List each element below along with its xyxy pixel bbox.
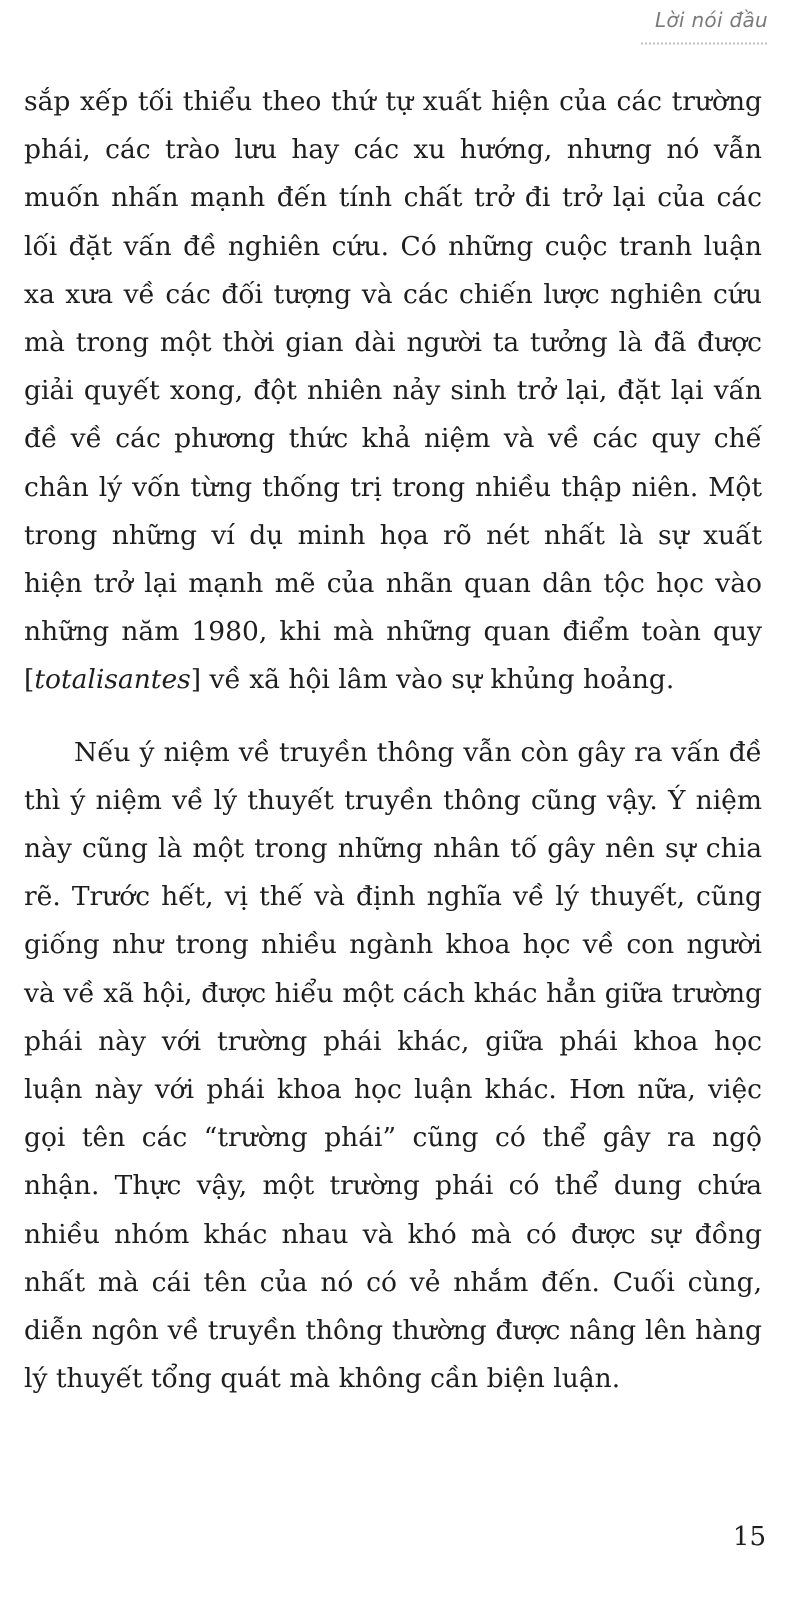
page-number: 15	[732, 1522, 766, 1552]
paragraph-1-text-after: ] về xã hội lâm vào sự khủng hoảng.	[190, 664, 675, 696]
running-head-dotted-rule	[640, 42, 768, 45]
paragraph-1-text-before: sắp xếp tối thiểu theo thứ tự xuất hiện của các trường phái, các trào lưu hay các xu hướng, nhưng nó vẫn muốn nhấn mạnh đến tính chất trở đi trở lại của các lối đặt vấn đề nghiên cứu. Có những cuộc tranh luận xa xưa về các đối tượng và các chiến lược nghiên cứu mà trong một thời gian dài người ta tưởng là đã được giải quyết xong, đột nhiên nảy sinh trở lại, đặt lại vấn đề về các phương thức khả niệm và về các quy chế chân lý vốn từng thống trị trong nhiều thập niên. Một trong những ví dụ minh họa rõ nét nhất là sự xuất hiện trở lại mạnh mẽ của nhãn quan dân tộc học vào những năm 1980, khi mà những quan điểm toàn quy [	[24, 86, 762, 696]
paragraph-1-italic-term: totalisantes	[34, 664, 191, 696]
running-head: Lời nói đầu	[654, 8, 768, 32]
paragraph-1	[24, 78, 762, 705]
body-text	[24, 78, 762, 1403]
paragraph-2: Nếu ý niệm về truyền thông vẫn còn gây ra vấn đề thì ý niệm về lý thuyết truyền thông cũng vậy. Ý niệm này cũng là một trong những nhân tố gây nên sự chia rẽ. Trước hết, vị thế và định nghĩa về lý thuyết, cũng giống như trong nhiều ngành khoa học về con người và về xã hội, được hiểu một cách khác hẳn giữa trường phái này với trường phái khác, giữa phái khoa học luận này với phái khoa học luận khác. Hơn nữa, việc gọi tên các “trường phái” cũng có thể gây ra ngộ nhận. Thực vậy, một trường phái có thể dung chứa nhiều nhóm khác nhau và khó mà có được sự đồng nhất mà cái tên của nó có vẻ nhắm đến. Cuối cùng, diễn ngôn về truyền thông thường được nâng lên hàng lý thuyết tổng quát mà không cần biện luận.	[24, 736, 762, 1395]
